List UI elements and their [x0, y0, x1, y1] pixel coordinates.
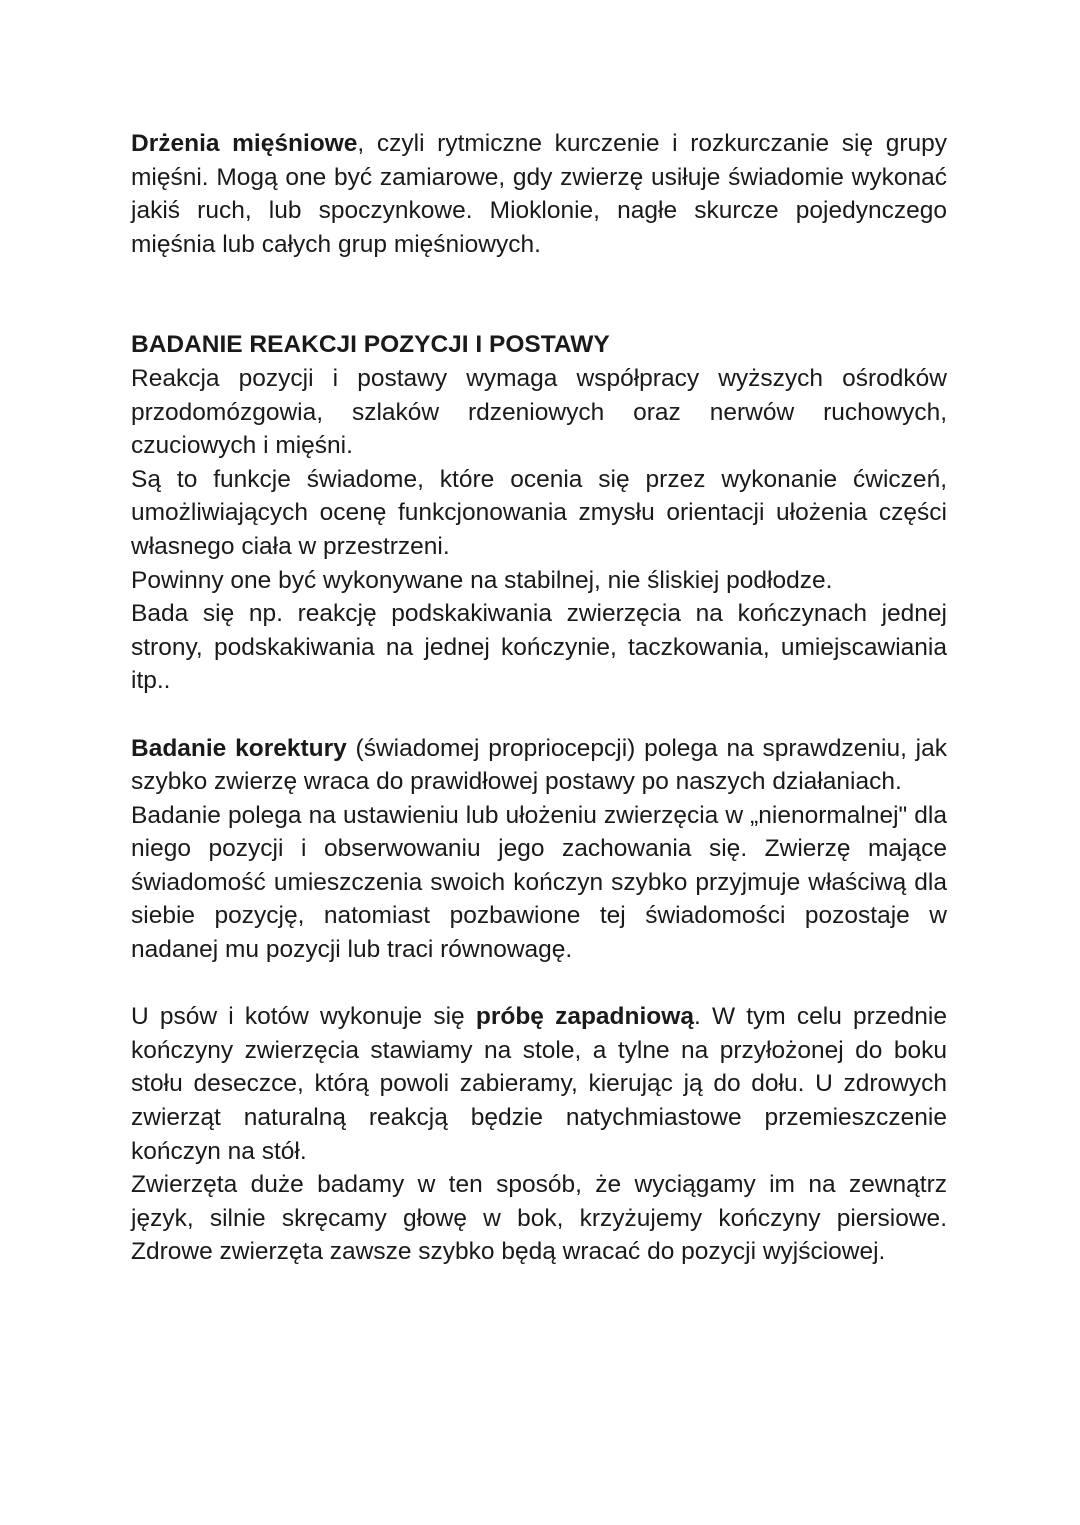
section-heading-badanie-reakcji: BADANIE REAKCJI POZYCJI I POSTAWY — [131, 331, 610, 359]
spacer — [131, 967, 947, 1001]
paragraph-podloze: Powinny one być wykonywane na stabilnej, nie śliskiej podłodze. — [131, 566, 833, 594]
spacer — [131, 261, 947, 328]
paragraph-drzenia — [131, 127, 947, 261]
term-drzenia-miesniowe: Drżenia mięśniowe — [131, 130, 358, 157]
document-page — [131, 127, 947, 1269]
spacer — [131, 698, 947, 732]
paragraph-korektura — [131, 732, 947, 799]
paragraph-proba-zapadniowa — [131, 1000, 947, 1168]
paragraph-korektura-text: (świadomej propriocepcji) polega na sprawdzeniu, jak szybko zwierzę wraca do prawidłowej postawy po naszych działaniach. — [131, 734, 947, 796]
paragraph-bada-sie: Bada się np. reakcję podskakiwania zwierzęcia na kończynach jednej strony, podskakiwania na jednej kończynie, taczkowania, umiejscawiania itp.. — [131, 600, 947, 695]
paragraph-funkcje-swiadome: Są to funkcje świadome, które ocenia się przez wykonanie ćwiczeń, umożliwiających ocenę funkcjonowania zmysłu orientacji ułożenia części własnego ciała w przestrzeni. — [131, 465, 947, 560]
paragraph-proba-after: . W tym celu przednie kończyny zwierzęcia stawiamy na stole, a tylne na przyłożonej do boku stołu deseczce, którą powoli zabieramy, kierując ją do dołu. U zdrowych zwierząt naturalną reakcją będzie natychmiastowe przemieszczenie kończyn na stół. — [131, 1003, 947, 1165]
paragraph-drzenia-text: , czyli rytmiczne kurczenie i rozkurczanie się grupy mięśni. Mogą one być zamiarowe, gdy zwierzę usiłuje świadomie wykonać jakiś ruch, lub spoczynkowe. Mioklonie, nagłe skurcze pojedynczego mięśnia lub całych grup mięśniowych. — [131, 130, 948, 258]
paragraph-zwierzeta-duze: Zwierzęta duże badamy w ten sposób, że wyciągamy im na zewnątrz język, silnie skręcamy głowę w bok, krzyżujemy kończyny piersiowe. Zdrowe zwierzęta zawsze szybko będą wracać do pozycji wyjściowej. — [131, 1171, 947, 1266]
term-proba-zapadniowa: próbę zapadniową — [475, 1003, 694, 1031]
paragraph-badanie-polega: Badanie polega na ustawieniu lub ułożeniu zwierzęcia w „nienormalnej" dla niego pozycji i obserwowaniu jego zachowania się. Zwierzę mające świadomość umieszczenia swoich kończyn szybko przyjmuje właściwą dla siebie pozycję, natomiast pozbawione tej świadomości pozostaje w nadanej mu pozycji lub traci równowagę. — [131, 801, 947, 964]
paragraph-proba-before: U psów i kotów wykonuje się — [131, 1003, 476, 1031]
term-badanie-korektury: Badanie korektury — [131, 734, 347, 762]
paragraph-reakcja-pozycji: Reakcja pozycji i postawy wymaga współpracy wyższych ośrodków przodomózgowia, szlaków rdzeniowych oraz nerwów ruchowych, czuciowych i mięśni. — [131, 364, 947, 460]
